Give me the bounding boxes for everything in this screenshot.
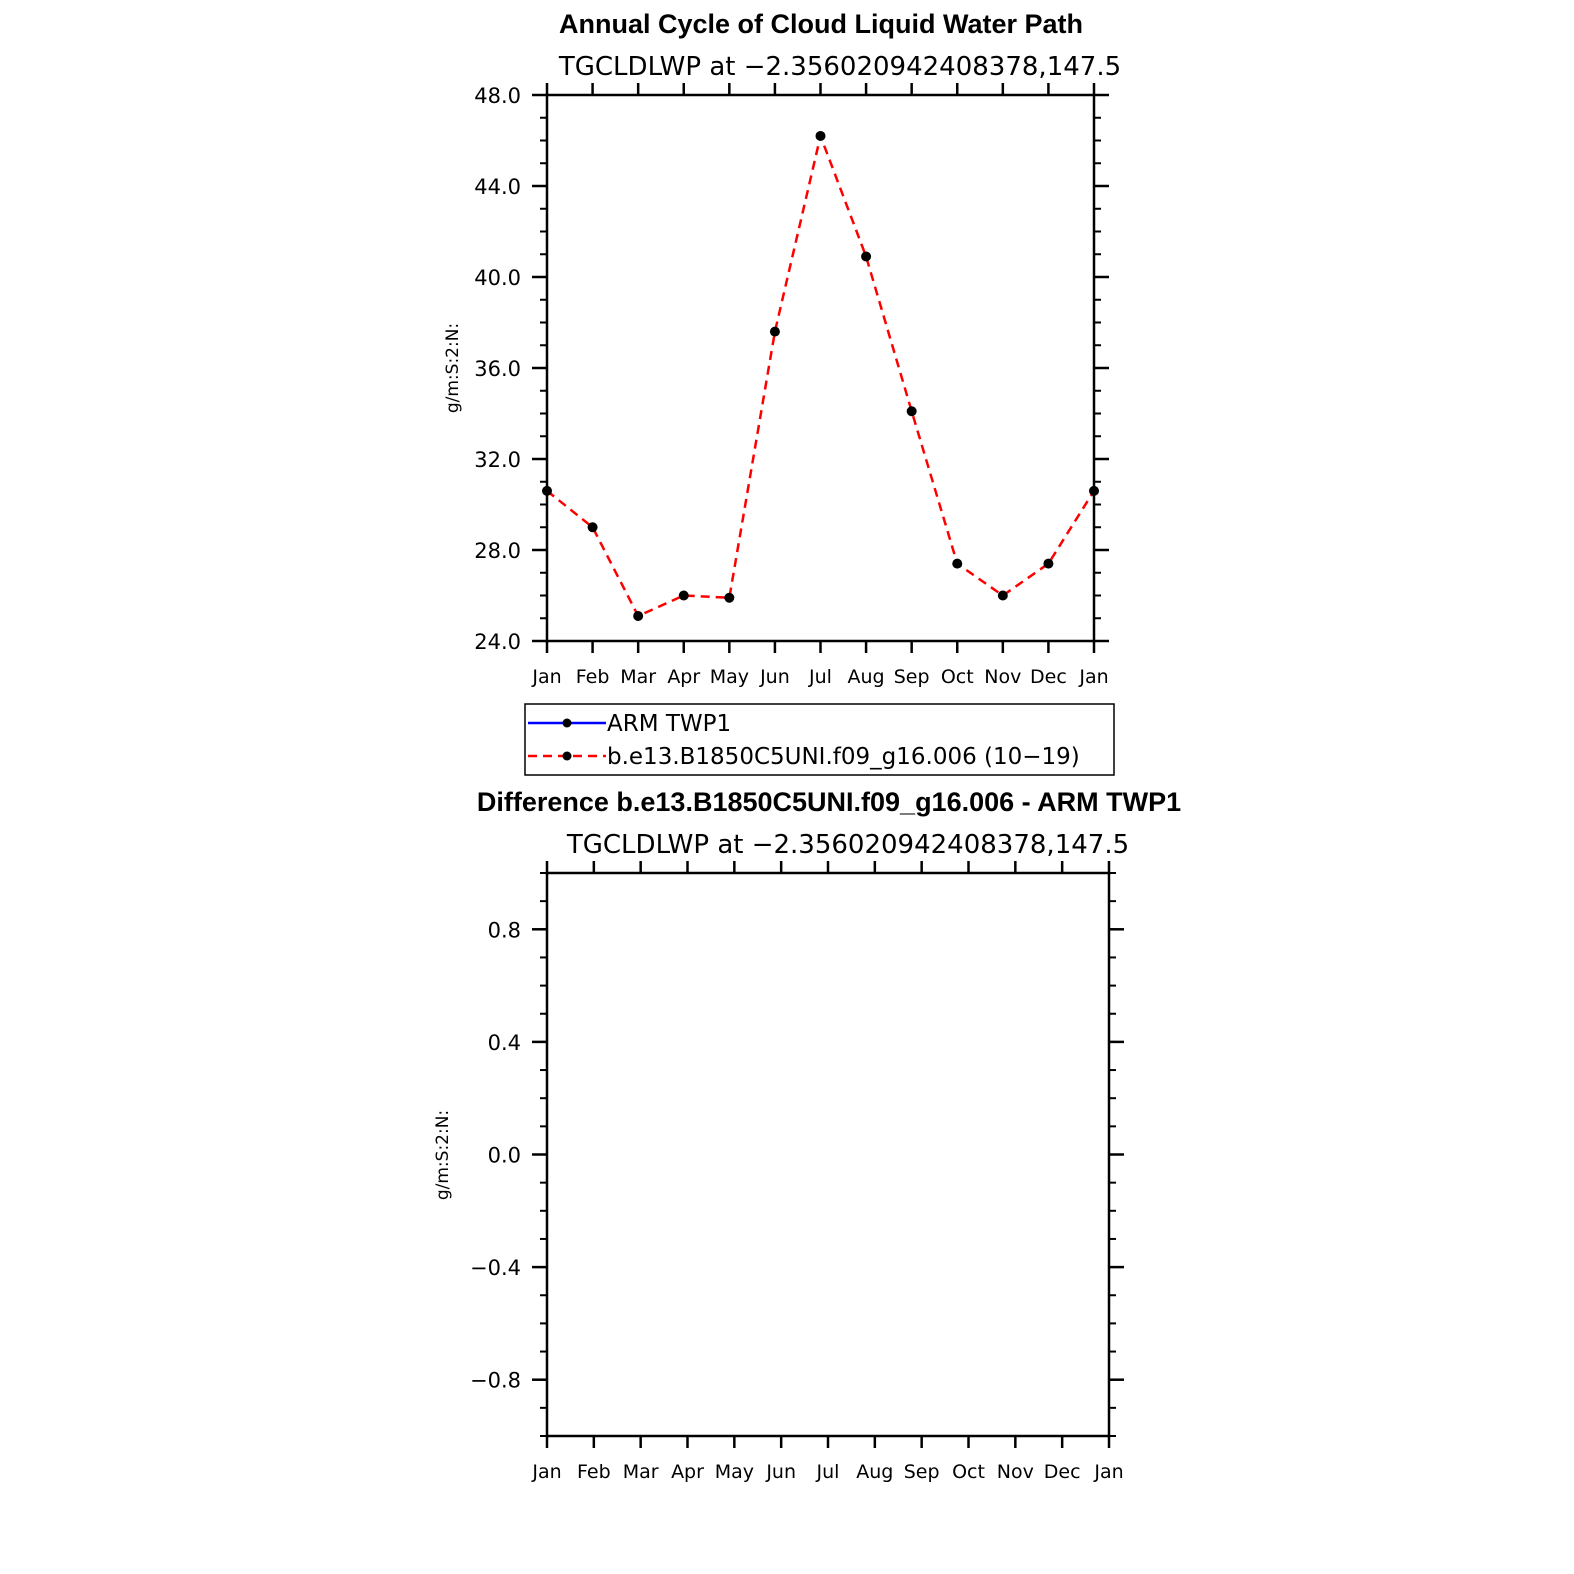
- data-point: [907, 406, 917, 416]
- x-tick-label: Aug: [856, 1461, 894, 1483]
- chart-subtitle: TGCLDLWP at −2.356020942408378,147.5: [558, 52, 1122, 82]
- axis-ticks: [532, 83, 1109, 653]
- x-tick-label: Jun: [760, 666, 790, 688]
- y-tick-label: 0.0: [487, 1143, 521, 1168]
- legend-label-model: b.e13.B1850C5UNI.f09_g16.006 (10−19): [607, 744, 1080, 770]
- x-tick-label: Jan: [1079, 666, 1109, 688]
- y-tick-label: 44.0: [474, 175, 521, 199]
- y-axis-label: g/m:S:2:N:: [443, 322, 463, 414]
- y-tick-label: 48.0: [474, 84, 521, 108]
- legend-item-model: [528, 744, 1080, 770]
- y-tick-label: 40.0: [474, 266, 521, 290]
- chart-title: Annual Cycle of Cloud Liquid Water Path: [558, 9, 1084, 39]
- legend-label-arm-twp1: ARM TWP1: [607, 711, 732, 737]
- x-tick-label: Nov: [984, 666, 1022, 688]
- x-tick-label: Mar: [622, 1461, 659, 1483]
- x-tick-labels: [531, 666, 1108, 688]
- x-tick-label: Feb: [577, 1461, 611, 1483]
- legend: [525, 704, 1114, 775]
- difference-y-axis-label: g/m:S:2:N:: [433, 1109, 453, 1201]
- x-tick-label: Nov: [996, 1461, 1034, 1483]
- y-tick-label: 28.0: [474, 539, 521, 563]
- annual-cycle-panel: [443, 9, 1121, 688]
- y-tick-label: 0.4: [487, 1030, 521, 1055]
- x-tick-label: Aug: [847, 666, 885, 688]
- legend-marker-model: [563, 752, 572, 761]
- y-tick-label: 0.8: [487, 918, 521, 943]
- difference-plot-frame: [547, 873, 1109, 1436]
- y-tick-label: −0.4: [470, 1256, 521, 1281]
- difference-panel: [433, 787, 1181, 1483]
- data-point: [861, 252, 871, 262]
- series-line: [547, 136, 1094, 616]
- y-tick-label: −0.8: [470, 1368, 521, 1393]
- data-point: [952, 559, 962, 569]
- x-tick-label: Feb: [575, 666, 610, 688]
- x-tick-label: Jan: [532, 1461, 562, 1483]
- data-point: [1089, 486, 1099, 496]
- x-tick-label: May: [714, 1461, 754, 1483]
- x-tick-label: Sep: [903, 1461, 940, 1483]
- difference-axis-ticks: [532, 861, 1124, 1448]
- difference-y-tick-labels: [470, 918, 521, 1392]
- y-tick-labels: [474, 84, 521, 654]
- data-point: [1043, 559, 1053, 569]
- y-tick-label: 36.0: [474, 357, 521, 381]
- x-tick-label: Oct: [952, 1461, 985, 1483]
- difference-title: Difference b.e13.B1850C5UNI.f09_g16.006 - ARM TWP1: [476, 787, 1182, 817]
- difference-x-tick-labels: [531, 1461, 1123, 1483]
- x-tick-label: Apr: [667, 666, 701, 688]
- plot-frame: [547, 95, 1094, 641]
- legend-marker-arm-twp1: [563, 719, 572, 728]
- x-tick-label: Dec: [1043, 1461, 1081, 1483]
- series-layer: [542, 131, 1099, 621]
- data-point: [588, 522, 598, 532]
- x-tick-label: Sep: [893, 666, 930, 688]
- x-tick-label: Jul: [816, 1461, 840, 1483]
- data-point: [998, 591, 1008, 601]
- x-tick-label: Jul: [809, 666, 832, 688]
- data-point: [542, 486, 552, 496]
- data-point: [633, 611, 643, 621]
- x-tick-label: Mar: [620, 666, 657, 688]
- x-tick-label: Jun: [766, 1461, 797, 1483]
- x-tick-label: Jan: [532, 666, 562, 688]
- data-point: [816, 131, 826, 141]
- y-tick-label: 32.0: [474, 448, 521, 472]
- y-tick-label: 24.0: [474, 630, 521, 654]
- data-point: [679, 591, 689, 601]
- x-tick-label: Oct: [940, 666, 974, 688]
- data-point: [770, 327, 780, 337]
- x-tick-label: Dec: [1030, 666, 1067, 688]
- data-point: [724, 593, 734, 603]
- x-tick-label: May: [709, 666, 749, 688]
- x-tick-label: Jan: [1094, 1461, 1124, 1483]
- difference-subtitle: TGCLDLWP at −2.356020942408378,147.5: [566, 830, 1130, 860]
- x-tick-label: Apr: [671, 1461, 704, 1483]
